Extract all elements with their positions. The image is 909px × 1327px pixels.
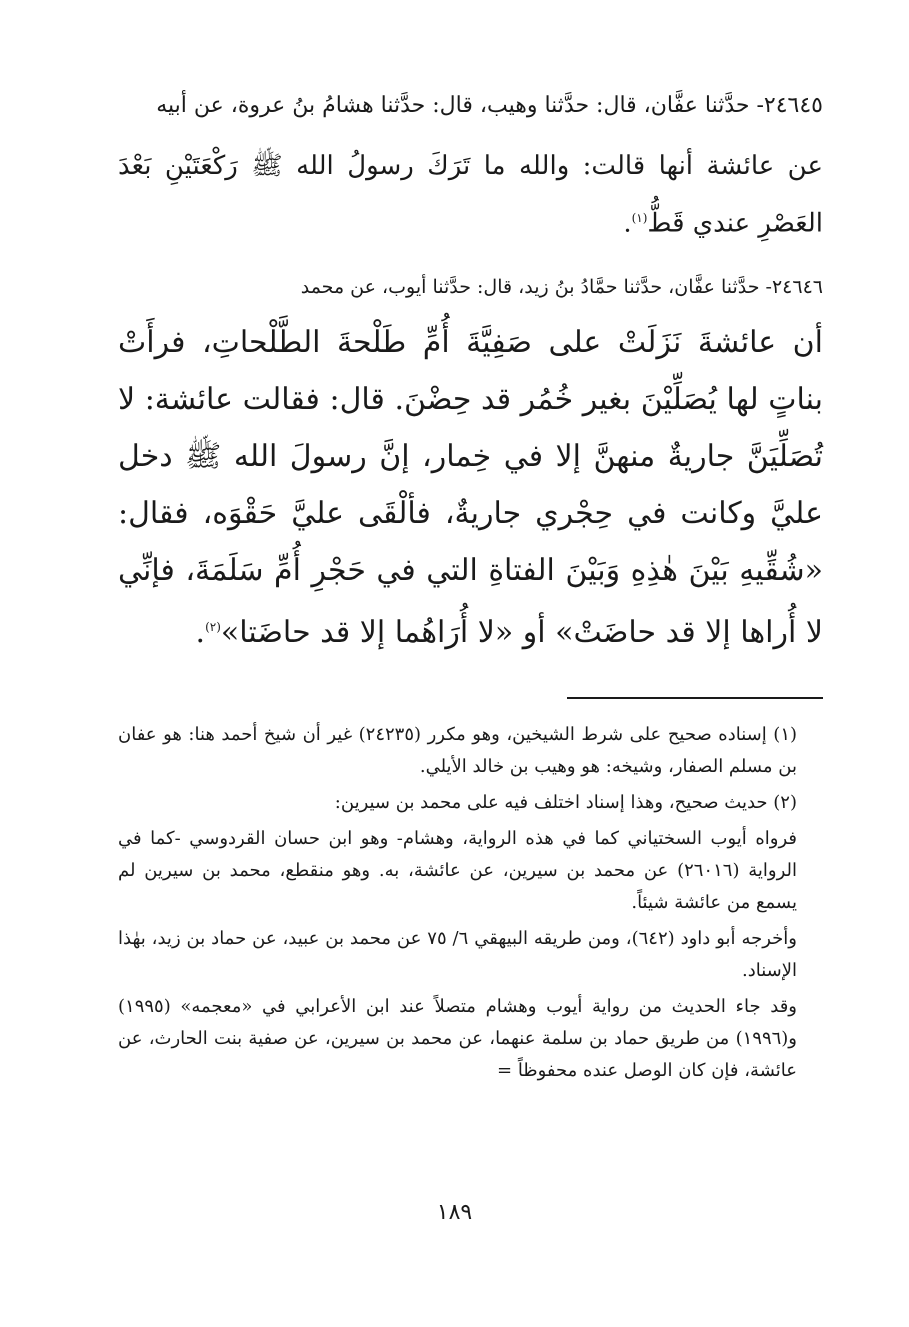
hadith-24646-matn bbox=[118, 314, 823, 661]
footnotes bbox=[118, 719, 823, 1087]
footnote-2: (٢) حديث صحيح، وهذا إسناد اختلف فيه على محمد بن سيرين: bbox=[334, 791, 797, 813]
footnote-separator bbox=[567, 697, 823, 699]
footnote-2-para-4: وقد جاء الحديث من رواية أيوب وهشام متصلاً عند ابن الأعرابي في «معجمه» (١٩٩٥) و(١٩٩٦) من طريق حماد بن سلمة عنهما، عن محمد بن سيرين، عن صفية بنت الحارث، عن عائشة، فإن كان الوصل عنده محفوظاً = bbox=[118, 995, 797, 1081]
page-number: ١٨٩ bbox=[436, 1200, 473, 1225]
matn-text: أن عائشةَ نَزَلَتْ على صَفِيَّةَ أُمِّ طَلْحةَ الطَّلْحاتِ، فرأَتْ بناتٍ لها يُصَلِّيْنَ بغير خُمُر قد حِضْنَ. قال: فقالت عائشة: لا تُصَلِّيَنَّ جاريةٌ منهنَّ إلا في خِمار، إنَّ رسولَ الله ﷺ دخل عليَّ وكانت في حِجْري جاريةٌ، فألْقَى عليَّ حَقْوَه، فقال: «شُقِّيهِ بَيْنَ هٰذِهِ وَبَيْنَ الفتاةِ التي في حَجْرِ أُمِّ سَلَمَةَ، فإنِّي لا أُراها إلا قد حاضَتْ» أو «لا أُرَاهُما إلا قد حاضَتا» bbox=[118, 324, 823, 650]
isnad-text: ٢٤٦٤٦- حدَّثنا عفَّان، حدَّثنا حمَّادُ بنُ زيد، قال: حدَّثنا أيوب، عن محمد bbox=[300, 275, 823, 298]
isnad-text: ٢٤٦٤٥- حدَّثنا عفَّان، قال: حدَّثنا وهيب، قال: حدَّثنا هشامُ بنُ عروة، عن أبيه bbox=[156, 93, 823, 118]
hadith-24645-isnad bbox=[118, 82, 823, 130]
footnote-1: (١) إسناده صحيح على شرط الشيخين، وهو مكرر (٢٤٢٣٥) غير أن شيخ أحمد هنا: هو عفان بن مسلم الصفار، وشيخه: هو وهيب بن خالد الأيلي. bbox=[118, 723, 798, 777]
footnote-2-para-2: فرواه أيوب السختياني كما في هذه الرواية، وهشام- وهو ابن حسان القردوسي -كما في الرواية (٢٦٠١٦) عن محمد بن سيرين، عن عائشة، به. وهو منقطع، محمد بن سيرين لم يسمع من عائشة شيئاً. bbox=[118, 827, 797, 913]
hadith-24645-matn bbox=[118, 140, 823, 250]
matn-end: . bbox=[623, 208, 632, 239]
footnote-marker-1: (١) bbox=[631, 211, 648, 225]
footnote-marker-2: (٢) bbox=[205, 619, 221, 634]
matn-end: . bbox=[195, 614, 206, 650]
hadith-24646-isnad bbox=[118, 272, 823, 302]
matn-text: عن عائشة أنها قالت: والله ما تَرَكَ رسولُ الله ﷺ رَكْعَتَيْنِ بَعْدَ العَصْرِ عندي قَطُّ bbox=[118, 151, 823, 239]
footnote-2-para-3: وأخرجه أبو داود (٦٤٢)، ومن طريقه البيهقي ٦/ ٧٥ عن محمد بن عبيد، عن حماد بن زيد، بهٰذا الإسناد. bbox=[118, 927, 797, 981]
